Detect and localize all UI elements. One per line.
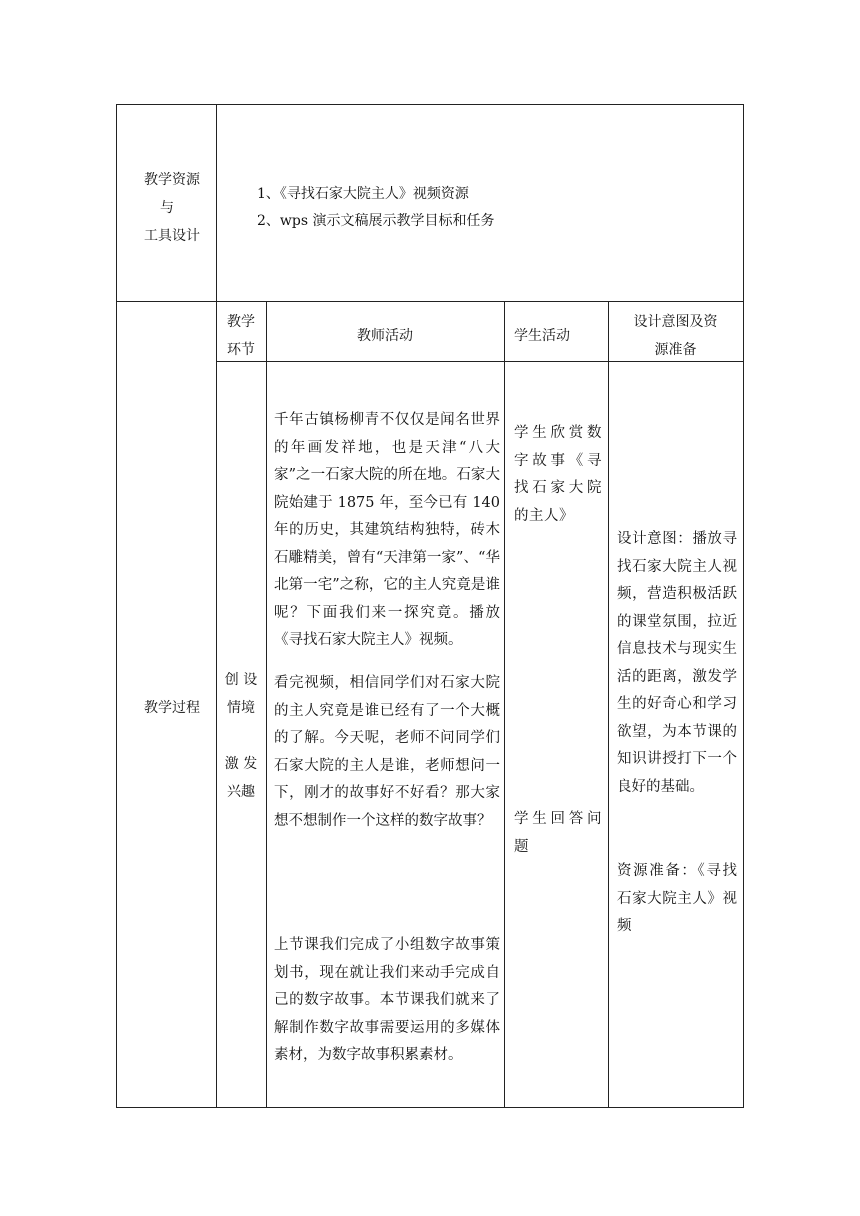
process-label: 教学过程 bbox=[144, 700, 200, 716]
resources-label-line3: 工具设计 bbox=[144, 228, 200, 244]
table-border-right bbox=[743, 104, 744, 1108]
header-design-line1: 设计意图及资 bbox=[633, 314, 718, 330]
table-divider-label-col bbox=[216, 104, 217, 1108]
stage-line1: 创 设 bbox=[224, 672, 258, 688]
teacher-paragraph-2: 看完视频，相信同学们对石家大院的主人究竟是谁已经有了一个大概的了解。今天呢，老师不问同学们石家大院的主人是谁，老师想问一下，刚才的故事好不好看？那大家想不想制作一个这样的数字故事？ bbox=[274, 675, 500, 829]
resource-item-2: 2、wps 演示文稿展示教学目标和任务 bbox=[257, 213, 495, 229]
resource-prep: 资源准备：《寻找石家大院主人》视频 bbox=[617, 863, 737, 934]
header-design-line2: 源准备 bbox=[654, 342, 697, 358]
table-divider-teacher-col bbox=[504, 301, 505, 1108]
design-intent: 设计意图：播放寻找石家大院主人视频，营造积极活跃的课堂氛围，拉近信息技术与现实生活的距离，激发学生的好奇心和学习欲望，为本节课的知识讲授打下一个良好的基础。 bbox=[617, 531, 737, 795]
header-stage-line1: 教学 bbox=[227, 314, 255, 330]
header-student-activity: 学生活动 bbox=[514, 328, 570, 344]
table-border-top bbox=[116, 104, 744, 105]
teacher-paragraph-1: 千年古镇杨柳青不仅仅是闻名世界的年画发祥地，也是天津“八大家”之一石家大院的所在地。石家大院始建于 1875 年，至今已有 140 年的历史，其建筑结构独特，砖木石雕精美，曾有“天津第一家”、“华北第一宅”之称，它的主人究竟是谁呢？下面我们来一探究竟。播放《寻找石家大院主人》视频。 bbox=[274, 412, 500, 648]
table-divider-stage-col bbox=[266, 301, 267, 1108]
stage-line3: 激 发 bbox=[224, 756, 258, 772]
table-divider-sections bbox=[116, 301, 744, 302]
table-border-bottom bbox=[116, 1107, 744, 1108]
resources-label-line1: 教学资源 bbox=[144, 172, 200, 188]
header-teacher-activity: 教师活动 bbox=[357, 328, 413, 344]
header-stage-line2: 环节 bbox=[227, 342, 255, 358]
resources-label-line2: 与 bbox=[160, 200, 174, 216]
student-activity-2: 学生回答问题 bbox=[514, 811, 602, 855]
student-activity-1: 学生欣赏数字故事《寻找石家大院的主人》 bbox=[514, 425, 602, 524]
table-border-left bbox=[116, 104, 117, 1108]
stage-line2: 情境 bbox=[227, 700, 255, 716]
resource-item-1: 1、《寻找石家大院主人》视频资源 bbox=[257, 186, 469, 202]
table-divider-student-col bbox=[608, 301, 609, 1108]
stage-line4: 兴趣 bbox=[227, 784, 255, 800]
teacher-paragraph-3: 上节课我们完成了小组数字故事策划书，现在就让我们来动手完成自己的数字故事。本节课我们就来了解制作数字故事需要运用的多媒体素材，为数字故事积累素材。 bbox=[274, 937, 500, 1063]
